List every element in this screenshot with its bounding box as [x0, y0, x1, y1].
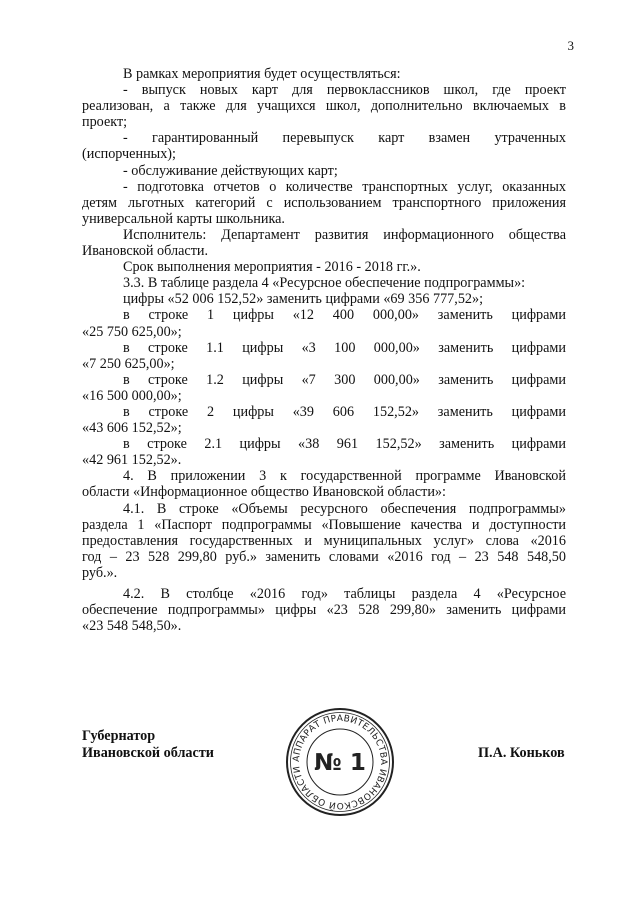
page-number: 3	[567, 38, 574, 53]
official-stamp	[284, 706, 396, 818]
text-line: в строке 1 цифры «12 400 000,00» заменить цифрами	[123, 307, 566, 324]
text-line: - подготовка отчетов о количестве транспортных услуг, оказанных	[123, 178, 566, 195]
text-line: - обслуживание действующих карт;	[123, 162, 338, 179]
signatory-name: П.А. Коньков	[478, 745, 565, 761]
text-line: 4. В приложении 3 к государственной программе Ивановской	[123, 468, 566, 485]
text-line: (испорченных);	[82, 146, 176, 163]
text-line: «43 606 152,52»;	[82, 420, 182, 437]
text-line: в строке 2.1 цифры «38 961 152,52» заменить цифрами	[123, 436, 566, 453]
signatory-position: Губернатор	[82, 728, 156, 744]
text-line: области «Информационное общество Ивановской области»:	[82, 484, 446, 501]
text-line: реализован, а также для учащихся школ, дополнительно включаемых в	[82, 98, 566, 115]
text-line: в строке 2 цифры «39 606 152,52» заменить цифрами	[123, 403, 566, 420]
text-line: год – 23 528 299,80 руб.» заменить словами «2016 год – 23 548 548,50	[82, 548, 566, 565]
text-line: «25 750 625,00»;	[82, 323, 182, 340]
text-line: цифры «52 006 152,52» заменить цифрами «69 356 777,52»;	[123, 291, 484, 308]
stamp-ring-text: АППАРАТ ПРАВИТЕЛЬСТВА ИВАНОВСКОЙ ОБЛАСТИ	[291, 713, 389, 811]
text-line: - выпуск новых карт для первоклассников школ, где проект	[123, 82, 566, 99]
text-line: 3.3. В таблице раздела 4 «Ресурсное обеспечение подпрограммы»:	[123, 275, 526, 292]
text-line: «42 961 152,52».	[82, 452, 182, 469]
text-line: Ивановской области.	[82, 243, 209, 260]
text-line: проект;	[82, 114, 128, 131]
text-line: В рамках мероприятия будет осуществляться:	[123, 66, 401, 82]
text-line: «7 250 625,00»;	[82, 355, 175, 372]
text-line: руб.».	[82, 564, 118, 581]
signatory-title	[82, 728, 214, 762]
text-line: обеспечение подпрограммы» цифры «23 528 299,80» заменить цифрами	[82, 602, 566, 619]
text-line: Исполнитель: Департамент развития информационного общества	[123, 226, 566, 243]
text-line: «23 548 548,50».	[82, 618, 182, 635]
text-line: предоставления государственных и муниципальных услуг» слова «2016	[82, 532, 566, 549]
text-line: в строке 1.1 цифры «3 100 000,00» заменить цифрами	[123, 339, 566, 356]
signatory-region: Ивановской области	[82, 745, 214, 761]
text-line: Срок выполнения мероприятия - 2016 - 2018 гг.».	[123, 259, 421, 276]
text-line: 4.1. В строке «Объемы ресурсного обеспечения подпрограммы»	[123, 500, 566, 517]
text-line: детям льготных категорий с использованием транспортного приложения	[82, 194, 566, 211]
text-line: «16 500 000,00»;	[82, 387, 182, 404]
text-line: 4.2. В столбце «2016 год» таблицы раздела 4 «Ресурсное	[123, 586, 566, 602]
text-line: универсальной карты школьника.	[82, 210, 285, 227]
stamp-number: № 1	[314, 750, 366, 776]
document-body	[82, 66, 566, 634]
text-line: в строке 1.2 цифры «7 300 000,00» заменить цифрами	[123, 371, 566, 388]
text-line: - гарантированный перевыпуск карт взамен утраченных	[123, 130, 566, 147]
text-line: раздела 1 «Паспорт подпрограммы «Повышение качества и доступности	[82, 516, 566, 533]
